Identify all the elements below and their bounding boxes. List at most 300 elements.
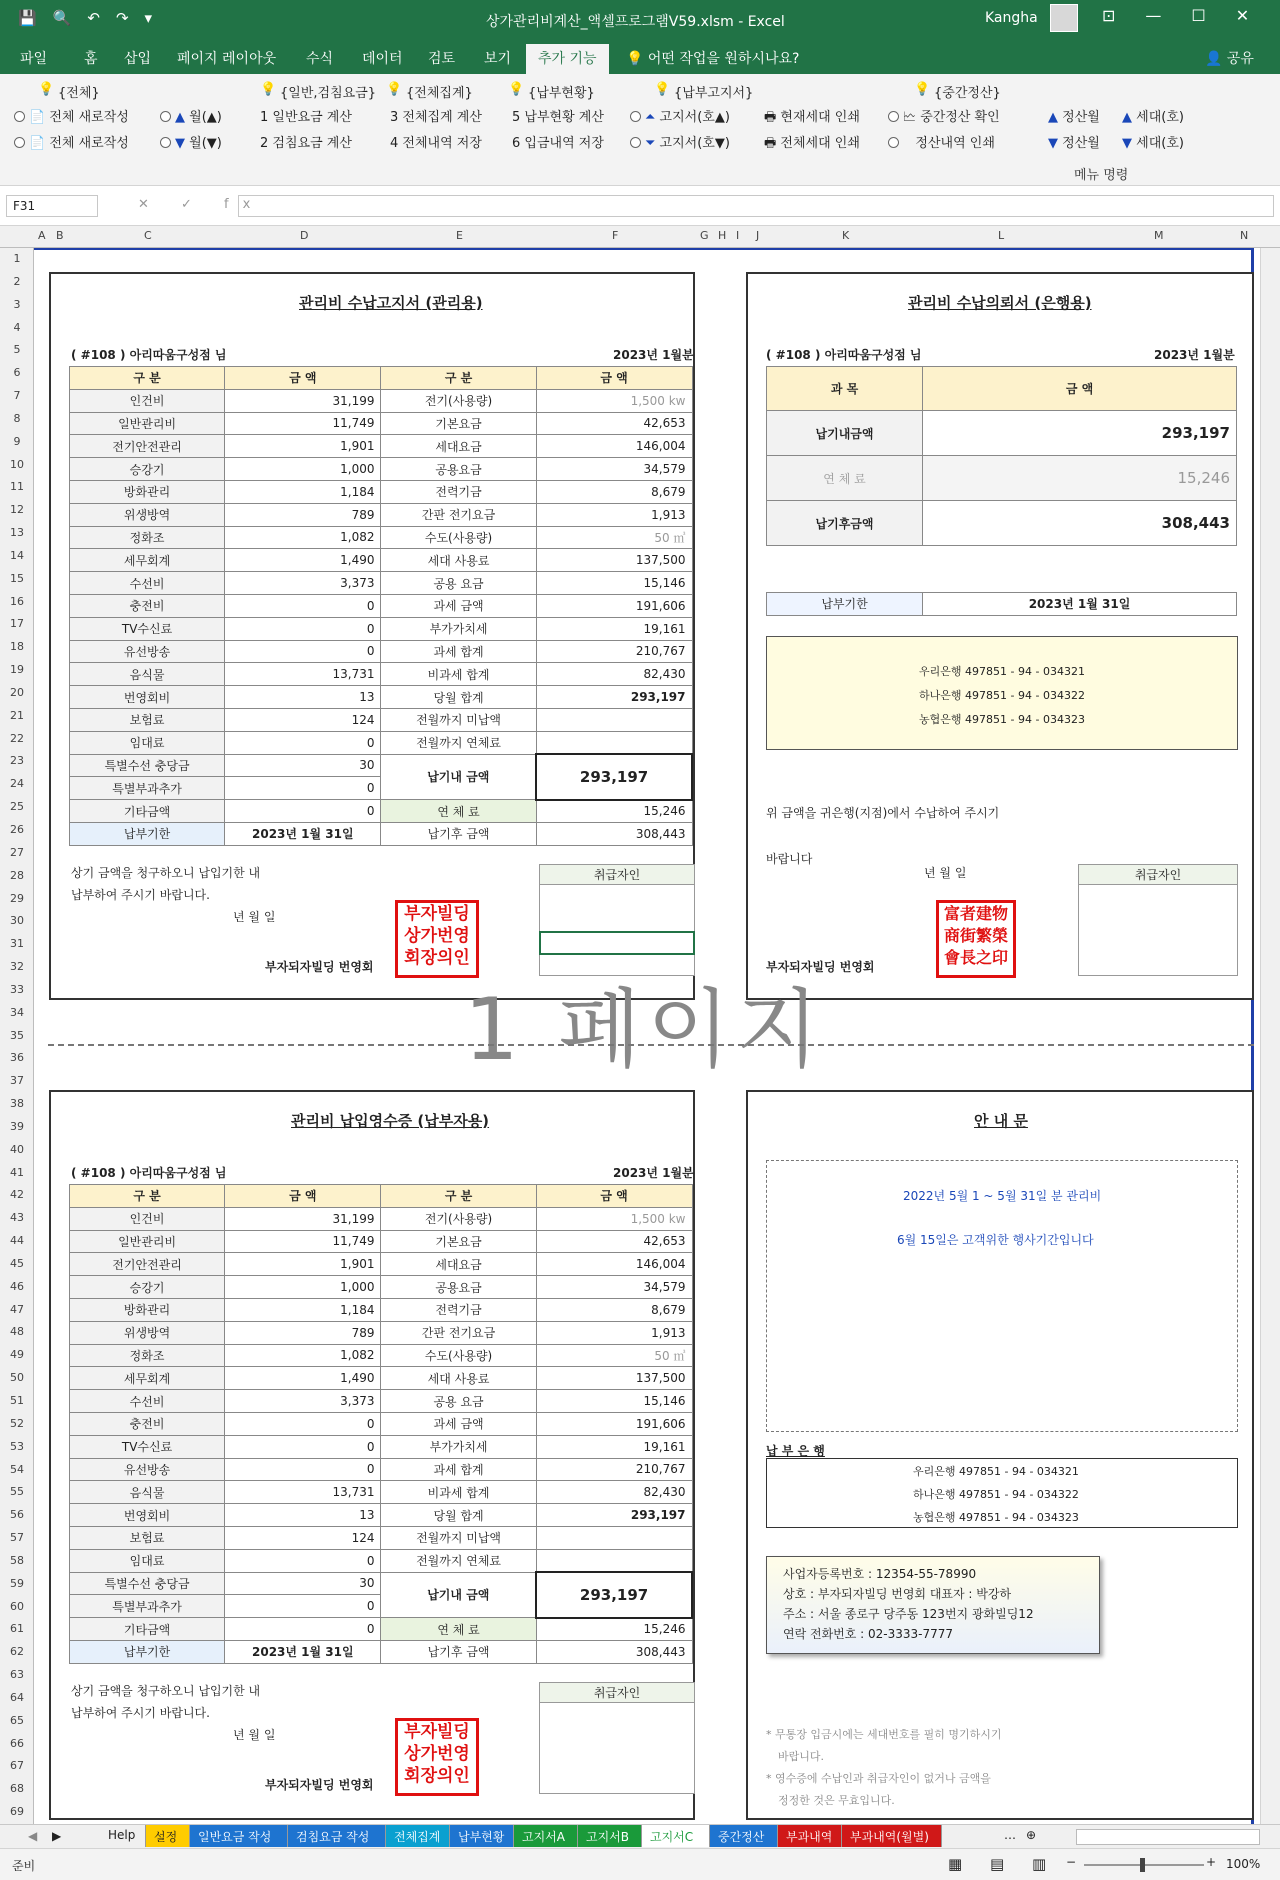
charge-label: 수도(사용량) (381, 1344, 536, 1367)
charge-label: 공용요금 (381, 458, 536, 481)
row-header[interactable]: 45 (10, 1256, 24, 1270)
zoom-level[interactable]: 100% (1226, 1857, 1261, 1871)
claim-text-2: 납부하여 주시기 바랍니다. (71, 888, 210, 902)
row-header[interactable]: 59 (10, 1576, 24, 1590)
col-header[interactable]: A (38, 229, 46, 242)
row-header[interactable]: 63 (10, 1668, 24, 1682)
name-box[interactable]: F31 (6, 195, 98, 217)
vertical-scrollbar[interactable] (1260, 248, 1280, 1824)
bill-period: 2023년 1월분 (1154, 348, 1235, 362)
charge-value[interactable]: 210,767 (536, 640, 692, 663)
charge-label: 기본요금 (381, 412, 536, 435)
row-header[interactable]: 29 (10, 891, 24, 905)
fee-value[interactable]: 1,082 (225, 526, 381, 549)
row-header[interactable]: 67 (10, 1759, 24, 1773)
minimize-icon[interactable]: — (1145, 6, 1162, 25)
normal-view-icon[interactable]: ▦ (948, 1855, 963, 1873)
zoom-out-icon[interactable]: − (1066, 1855, 1077, 1869)
row-header[interactable]: 1 (13, 252, 21, 265)
biz-line: 사업자등록번호 : 12354-55-78990 (783, 1567, 977, 1581)
charge-value[interactable]: 1,500 kw (536, 389, 692, 412)
ribbon-display-icon[interactable]: ⊡ (1102, 6, 1116, 25)
page-break-icon[interactable]: ▥ (1032, 1855, 1047, 1873)
unit-down[interactable]: ▼ 세대(호) (1122, 136, 1184, 151)
fee-value[interactable]: 1,490 (225, 549, 381, 572)
charge-value[interactable]: 82,430 (536, 1481, 692, 1504)
charge-value[interactable]: 210,767 (536, 1458, 692, 1481)
row-header[interactable]: 56 (10, 1508, 24, 1522)
charge-value[interactable]: 191,606 (536, 1412, 692, 1435)
tab-add-ins[interactable]: 추가 기능 (526, 44, 609, 74)
window-controls (1102, 6, 1249, 25)
handler-label: 취급자인 (1079, 865, 1237, 885)
fee-label: 특별수선 충당금 (70, 1572, 225, 1595)
fee-value[interactable]: 1,490 (225, 1367, 381, 1390)
row-header[interactable]: 5 (13, 343, 21, 357)
row-header[interactable]: 16 (10, 594, 24, 608)
row-header[interactable]: 6 (13, 366, 21, 380)
row-header[interactable]: 24 (10, 777, 24, 791)
deadline-label: 납부기한 (767, 593, 923, 616)
print-all-button[interactable]: 🖶 전체세대 인쇄 (764, 136, 860, 151)
row-header[interactable]: 60 (10, 1599, 24, 1613)
col-header[interactable]: N (1240, 229, 1249, 242)
tab-home[interactable]: 홈 (84, 51, 98, 67)
fee-value[interactable]: 30 (225, 754, 381, 777)
association-stamp: 부자빌딩 상가번영 회장의인 (395, 900, 479, 978)
charge-label: 과세 금액 (381, 1412, 536, 1435)
slip-row-value: 293,197 (923, 411, 1237, 456)
fee-value[interactable]: 31,199 (225, 389, 381, 412)
org-name: 부자되자빌딩 번영회 (766, 960, 875, 974)
row-header[interactable]: 48 (10, 1325, 24, 1339)
charge-value[interactable]: 137,500 (536, 1367, 692, 1390)
page-break-line (48, 1044, 1254, 1046)
sheet-tab[interactable]: 고지서C (642, 1825, 710, 1847)
undo-icon[interactable]: ↶ (87, 9, 100, 27)
col-header[interactable]: I (736, 229, 740, 242)
row-header[interactable]: 10 (10, 457, 24, 471)
charge-value[interactable]: 82,430 (536, 663, 692, 686)
group-head-payment: {납부현황} (528, 86, 595, 101)
row-header[interactable]: 4 (13, 320, 21, 334)
fee-value[interactable]: 1,901 (225, 435, 381, 458)
fee-value[interactable]: 1,082 (225, 1344, 381, 1367)
tab-file[interactable]: 파일 (20, 51, 48, 67)
charge-value[interactable]: 1,913 (536, 503, 692, 526)
next-sheet-icon[interactable]: ▶ (52, 1829, 62, 1843)
col-header[interactable]: K (842, 229, 850, 242)
bank-account: 하나은행 497851 - 94 - 034322 (919, 689, 1085, 702)
horizontal-scrollbar[interactable] (1076, 1829, 1260, 1845)
fee-label: 방화관리 (70, 1298, 225, 1321)
share-label: 공유 (1226, 51, 1254, 67)
fee-value[interactable]: 0 (225, 640, 381, 663)
row-header[interactable]: 27 (10, 845, 24, 859)
row-header[interactable]: 64 (10, 1690, 24, 1704)
fee-value[interactable]: 1,000 (225, 1276, 381, 1299)
fee-value[interactable]: 1,901 (225, 1253, 381, 1276)
fee-value[interactable]: 0 (225, 1412, 381, 1435)
row-header[interactable]: 42 (10, 1188, 24, 1202)
charge-label: 세대요금 (381, 1253, 536, 1276)
col-header[interactable]: F (612, 229, 619, 242)
row-header[interactable]: 68 (10, 1782, 24, 1796)
share-button[interactable]: 👤 공유 (1205, 51, 1254, 67)
row-header[interactable]: 12 (10, 503, 24, 517)
row-header[interactable]: 38 (10, 1097, 24, 1111)
charge-value[interactable]: 146,004 (536, 435, 692, 458)
fee-value[interactable]: 11,749 (225, 412, 381, 435)
fee-value[interactable]: 0 (225, 800, 381, 823)
row-header[interactable]: 50 (10, 1371, 24, 1385)
fee-label: 특별부과추가 (70, 777, 225, 800)
col-header[interactable]: H (718, 229, 727, 242)
page-layout-icon[interactable]: ▤ (990, 1855, 1005, 1873)
fee-value[interactable]: 11,749 (225, 1230, 381, 1253)
fee-label: 음식물 (70, 1481, 225, 1504)
fee-value[interactable]: 789 (225, 1321, 381, 1344)
print-current-button[interactable]: 🖶 현재세대 인쇄 (764, 110, 860, 125)
charge-label: 전월까지 미납액 (381, 1526, 536, 1549)
total-save-button[interactable]: 4 전체내역 저장 (390, 136, 482, 151)
row-header[interactable]: 22 (10, 731, 24, 745)
row-header[interactable]: 54 (10, 1462, 24, 1476)
charge-label: 과세 합계 (381, 1458, 536, 1481)
sheet-tab[interactable]: 부과내역 (778, 1825, 842, 1847)
row-header[interactable]: 18 (10, 640, 24, 654)
notice-up-button[interactable]: ⏶ 고지서(호▲) (630, 106, 730, 125)
tab-page-layout[interactable]: 페이지 레이아웃 (177, 51, 277, 67)
row-header[interactable]: 53 (10, 1439, 24, 1453)
association-seal: 富者建物 商街繁榮 會長之印 (936, 900, 1016, 978)
fee-value[interactable]: 789 (225, 503, 381, 526)
charge-value[interactable]: 8,679 (536, 1298, 692, 1321)
charge-label: 부가가치세 (381, 617, 536, 640)
sheet-tab[interactable]: 전체집계 (386, 1825, 450, 1847)
row-header[interactable]: 19 (10, 663, 24, 677)
col-header[interactable]: B (56, 229, 64, 242)
fee-value[interactable]: 0 (225, 1435, 381, 1458)
guide-note: 정정한 것은 무효입니다. (778, 1794, 895, 1807)
deposit-save-button[interactable]: 6 입금내역 저장 (512, 136, 604, 151)
zoom-in-icon[interactable]: + (1206, 1855, 1217, 1869)
row-header[interactable]: 43 (10, 1211, 24, 1225)
charge-label: 과세 합계 (381, 640, 536, 663)
charge-value[interactable]: 293,197 (536, 686, 692, 709)
row-header[interactable]: 61 (10, 1622, 24, 1636)
group-head-notice: {납부고지서} (674, 86, 754, 101)
fee-label: 위생방역 (70, 503, 225, 526)
row-header[interactable]: 40 (10, 1142, 24, 1156)
col-header[interactable]: M (1154, 229, 1164, 242)
interim-print-button[interactable]: 정산내역 인쇄 (888, 132, 995, 151)
guide-note: 바랍니다. (778, 1750, 825, 1763)
row-header[interactable]: 30 (10, 914, 24, 928)
row-header[interactable]: 52 (10, 1416, 24, 1430)
notice-admin-table (69, 366, 693, 846)
row-header[interactable]: 39 (10, 1119, 24, 1133)
fee-label: 음식물 (70, 663, 225, 686)
close-icon[interactable]: ✕ (1235, 6, 1250, 25)
col-header[interactable]: C (144, 229, 152, 242)
row-header[interactable]: 66 (10, 1736, 24, 1750)
row-header[interactable]: 36 (10, 1051, 24, 1065)
date-line: 년 월 일 (233, 910, 276, 924)
fee-value[interactable]: 3,373 (225, 572, 381, 595)
row-header[interactable]: 8 (13, 411, 21, 425)
guide-message-box (766, 1160, 1238, 1432)
sheet-tab[interactable]: 납부현황 (450, 1825, 514, 1847)
redo-icon[interactable]: ↷ (115, 9, 129, 27)
row-header[interactable]: 31 (10, 937, 24, 951)
charge-value[interactable]: 42,653 (536, 412, 692, 435)
sheet-tab[interactable]: 검침요금 작성 (288, 1825, 386, 1847)
fee-value[interactable]: 3,373 (225, 1390, 381, 1413)
fee-value[interactable]: 124 (225, 708, 381, 731)
charge-value[interactable]: 15,146 (536, 1390, 692, 1413)
late-value: 15,246 (536, 800, 692, 823)
charge-value[interactable]: 191,606 (536, 594, 692, 617)
charge-label: 과세 금액 (381, 594, 536, 617)
charge-value[interactable]: 8,679 (536, 480, 692, 503)
sheet-tab[interactable]: 고지서A (514, 1825, 578, 1847)
category-header: 구 분 (381, 1185, 536, 1208)
total-calc-button[interactable]: 3 전체집계 계산 (390, 110, 482, 125)
fee-label: 세무회계 (70, 1367, 225, 1390)
row-header[interactable]: 55 (10, 1485, 24, 1499)
maximize-icon[interactable]: ☐ (1191, 6, 1206, 25)
tab-data[interactable]: 데이터 (362, 51, 403, 67)
fee-label: 보험료 (70, 1526, 225, 1549)
fee-label: 유선방송 (70, 640, 225, 663)
fee-value[interactable]: 13 (225, 686, 381, 709)
fee-value[interactable]: 0 (225, 777, 381, 800)
unit-up[interactable]: ▲ 세대(호) (1122, 110, 1184, 125)
fee-label: 충전비 (70, 1412, 225, 1435)
fee-value[interactable]: 13 (225, 1504, 381, 1527)
row-header[interactable]: 37 (10, 1074, 24, 1088)
charge-value[interactable]: 137,500 (536, 549, 692, 572)
zoom-slider-thumb[interactable] (1140, 1858, 1145, 1872)
row-header[interactable]: 33 (10, 982, 24, 996)
fee-value[interactable]: 0 (225, 594, 381, 617)
row-header[interactable]: 34 (10, 1005, 24, 1019)
group-head-all: {전체} (58, 86, 100, 101)
row-header[interactable]: 65 (10, 1713, 24, 1727)
row-header[interactable]: 51 (10, 1394, 24, 1407)
date-line: 년 월 일 (924, 866, 967, 880)
fee-value[interactable]: 13,731 (225, 1481, 381, 1504)
formula-icons[interactable]: ✕ ✓ fx (138, 197, 265, 212)
after-label: 납기후 금액 (381, 1640, 536, 1663)
row-header[interactable]: 57 (10, 1531, 24, 1545)
fee-value[interactable]: 1,000 (225, 458, 381, 481)
slip-row-label: 연 체 료 (767, 456, 923, 501)
more-sheets-icon[interactable]: … (1004, 1828, 1016, 1842)
fee-label: 일반관리비 (70, 412, 225, 435)
prev-sheet-icon[interactable]: ◀ (28, 1829, 38, 1843)
due-value: 293,197 (536, 1572, 692, 1618)
row-header[interactable]: 2 (13, 274, 21, 288)
tenant-name: ( #108 ) 아리따움구성점 님 (71, 1166, 227, 1180)
charge-value[interactable] (536, 731, 692, 754)
slip-row-label: 납기후금액 (767, 501, 923, 546)
sheet-tab[interactable]: 설정 (146, 1825, 190, 1847)
tab-review[interactable]: 검토 (428, 51, 456, 67)
bill-period: 2023년 1월분 (613, 348, 694, 362)
fee-value[interactable]: 0 (225, 1458, 381, 1481)
fee-value[interactable]: 30 (225, 1572, 381, 1595)
new-all-button-1[interactable]: 📄 전체 새로작성 (14, 106, 129, 125)
month-down-button[interactable]: ▼ 월(▼) (160, 132, 222, 151)
row-header[interactable]: 11 (10, 480, 24, 494)
sheet-tab[interactable]: 중간정산 (710, 1825, 778, 1847)
row-header[interactable]: 46 (10, 1279, 24, 1293)
row-header[interactable]: 58 (10, 1553, 24, 1567)
tenant-name: ( #108 ) 아리따움구성점 님 (766, 348, 922, 362)
fee-label: 유선방송 (70, 1458, 225, 1481)
tab-view[interactable]: 보기 (484, 51, 512, 67)
charge-value[interactable]: 293,197 (536, 1504, 692, 1527)
interim-check-button[interactable]: 🗠 중간정산 확인 (888, 106, 1000, 130)
general-calc-button[interactable]: 1 일반요금 계산 (260, 110, 352, 125)
row-header[interactable]: 62 (10, 1645, 24, 1659)
row-header[interactable]: 26 (10, 823, 24, 836)
settle-month-up[interactable]: ▲ 정산월 (1048, 110, 1100, 125)
col-header[interactable]: J (756, 229, 760, 242)
charge-value[interactable]: 1,500 kw (536, 1207, 692, 1230)
row-header[interactable]: 9 (13, 434, 21, 448)
row-header[interactable]: 41 (10, 1165, 24, 1179)
settle-month-down[interactable]: ▼ 정산월 (1048, 136, 1100, 151)
group-head-total: {전체집계} (406, 86, 473, 101)
row-header[interactable]: 44 (10, 1234, 24, 1248)
slip-row-value: 15,246 (923, 456, 1237, 501)
sheet-tab[interactable]: 일반요금 작성 (190, 1825, 288, 1847)
charge-value[interactable]: 19,161 (536, 1435, 692, 1458)
fee-value[interactable]: 0 (225, 1549, 381, 1572)
row-header[interactable]: 35 (10, 1028, 24, 1042)
charge-value[interactable]: 50 ㎥ (536, 526, 692, 549)
guide-line-2: 6월 15일은 고객위한 행사기간입니다 (897, 1233, 1094, 1247)
new-all-button-2[interactable]: 📄 전체 새로작성 (14, 132, 129, 151)
fee-value[interactable]: 0 (225, 1618, 381, 1641)
tell-me-search[interactable]: 💡 어떤 작업을 원하시나요? (626, 51, 800, 67)
fee-value[interactable]: 0 (225, 731, 381, 754)
fee-value[interactable]: 13,731 (225, 663, 381, 686)
row-header[interactable]: 14 (10, 548, 24, 562)
row-header[interactable]: 7 (13, 389, 21, 403)
fee-value[interactable]: 31,199 (225, 1207, 381, 1230)
deadline-label: 납부기한 (70, 822, 225, 845)
fee-label: 수선비 (70, 1390, 225, 1413)
fee-label: TV수신료 (70, 617, 225, 640)
charge-value[interactable]: 19,161 (536, 617, 692, 640)
customize-qat-icon[interactable]: ▾ (144, 9, 153, 27)
charge-value[interactable] (536, 708, 692, 731)
payment-calc-button[interactable]: 5 납부현황 계산 (512, 110, 604, 125)
row-header[interactable]: 17 (10, 617, 24, 631)
amount-header: 금 액 (225, 367, 381, 390)
bulb-icon: 💡 (508, 82, 525, 97)
row-header[interactable]: 23 (10, 754, 24, 768)
bank-slip-table (766, 366, 1237, 546)
sheet-tab[interactable]: 고지서B (578, 1825, 642, 1847)
fee-value[interactable]: 124 (225, 1526, 381, 1549)
row-header[interactable]: 49 (10, 1348, 24, 1362)
row-header[interactable]: 32 (10, 960, 24, 974)
row-header[interactable]: 21 (10, 708, 24, 722)
charge-value[interactable] (536, 1549, 692, 1572)
print-preview-icon[interactable]: 🔍 (52, 9, 72, 27)
guide-note: * 무통장 입금시에는 세대번호를 필히 명기하시기 (766, 1728, 1002, 1741)
meter-calc-button[interactable]: 2 검침요금 계산 (260, 136, 352, 151)
charge-value[interactable]: 42,653 (536, 1230, 692, 1253)
row-header[interactable]: 15 (10, 571, 24, 585)
charge-value[interactable]: 146,004 (536, 1253, 692, 1276)
fee-label: 승강기 (70, 458, 225, 481)
charge-value[interactable]: 15,146 (536, 572, 692, 595)
row-header[interactable]: 13 (10, 526, 24, 540)
charge-value[interactable]: 34,579 (536, 1276, 692, 1299)
fee-label: 충전비 (70, 594, 225, 617)
charge-label: 전력기금 (381, 1298, 536, 1321)
user-name[interactable]: Kangha (985, 10, 1038, 26)
selected-cell-f31[interactable] (539, 931, 695, 955)
charge-label: 공용요금 (381, 1276, 536, 1299)
row-headers (0, 248, 34, 1824)
row-header[interactable]: 28 (10, 868, 24, 882)
sheet-tab[interactable]: Help (100, 1825, 146, 1847)
charge-value[interactable]: 1,913 (536, 1321, 692, 1344)
tab-insert[interactable]: 삽입 (124, 51, 152, 67)
row-header[interactable]: 25 (10, 800, 24, 814)
row-header[interactable]: 20 (10, 685, 24, 699)
fee-label: 임대료 (70, 1549, 225, 1572)
row-header[interactable]: 47 (10, 1302, 24, 1316)
sheet-tab[interactable]: 부과내역(월별) (842, 1825, 942, 1847)
formula-input[interactable] (238, 195, 1274, 217)
charge-value[interactable]: 34,579 (536, 458, 692, 481)
charge-label: 세대 사용료 (381, 1367, 536, 1390)
fee-label: 승강기 (70, 1276, 225, 1299)
slip-deadline (766, 592, 1237, 616)
charge-label: 전월까지 연체료 (381, 731, 536, 754)
fee-value[interactable]: 0 (225, 1595, 381, 1618)
charge-value[interactable]: 50 ㎥ (536, 1344, 692, 1367)
worksheet[interactable] (34, 248, 1260, 1824)
col-header[interactable]: L (998, 229, 1005, 242)
fee-value[interactable]: 1,184 (225, 480, 381, 503)
category-header: 구 분 (70, 367, 225, 390)
charge-value[interactable] (536, 1526, 692, 1549)
tab-formulas[interactable]: 수식 (306, 51, 334, 67)
row-header[interactable]: 69 (10, 1805, 24, 1819)
bulb-icon: 💡 (260, 82, 277, 97)
add-sheet-icon[interactable]: ⊕ (1026, 1828, 1037, 1842)
fee-value[interactable]: 0 (225, 617, 381, 640)
col-header[interactable]: D (300, 229, 309, 242)
month-up-button[interactable]: ▲ 월(▲) (160, 106, 222, 125)
notice-down-button[interactable]: ⏷ 고지서(호▼) (630, 132, 730, 151)
col-header[interactable]: E (456, 229, 463, 242)
fee-value[interactable]: 1,184 (225, 1298, 381, 1321)
save-icon[interactable]: 💾 (18, 9, 37, 27)
avatar[interactable] (1050, 4, 1078, 32)
col-header[interactable]: G (700, 229, 709, 242)
row-header[interactable]: 3 (13, 297, 21, 311)
